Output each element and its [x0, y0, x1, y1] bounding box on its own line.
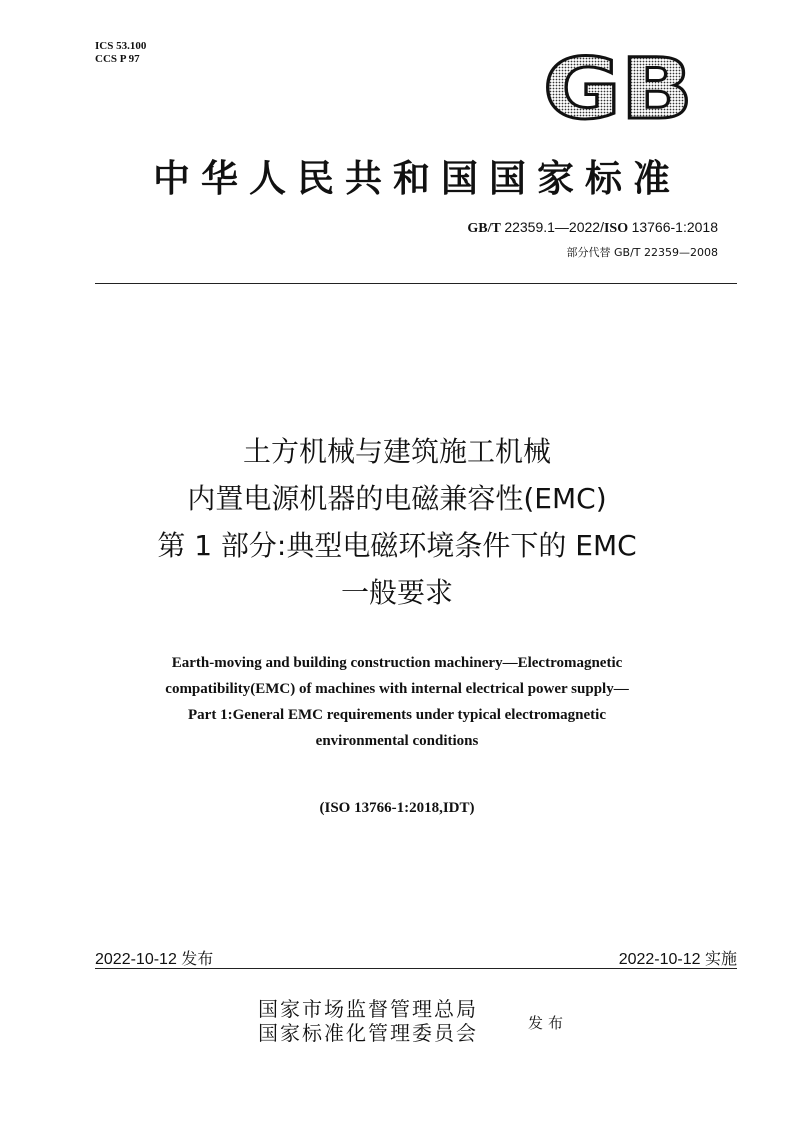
issuing-authorities: [258, 997, 478, 1045]
chinese-title-line: 第 1 部分:典型电磁环境条件下的 EMC: [157, 529, 637, 562]
implementation-date: 2022-10-12 实施: [618, 951, 737, 968]
issuer-name: 国家市场监督管理总局: [258, 997, 478, 1021]
english-title-line: environmental conditions: [315, 733, 479, 749]
english-title-line: compatibility(EMC) of machines with internal electrical power supply—: [165, 681, 629, 697]
issuer-name: 国家标准化管理委员会: [258, 1021, 478, 1045]
gbt-prefix: GB/T: [467, 221, 501, 236]
publish-label: 发布: [528, 1014, 569, 1032]
standard-title: 中华人民共和国国家标准: [153, 156, 681, 200]
footer-divider: [95, 968, 737, 969]
standard-number: [467, 219, 718, 237]
chinese-title-line: 土方机械与建筑施工机械: [242, 435, 551, 468]
iso-prefix: ISO: [603, 221, 629, 236]
gb-logo: [540, 48, 696, 126]
iso-number: 13766-1:2018: [631, 219, 718, 235]
issue-date: 2022-10-12 发布: [95, 951, 214, 968]
chinese-title-line: 一般要求: [340, 576, 453, 609]
chinese-title-line: 内置电源机器的电磁兼容性(EMC): [187, 482, 607, 515]
gbt-number: 22359.1—2022/: [504, 219, 604, 235]
classification-codes: [95, 40, 146, 66]
ics-code: ICS 53.100: [95, 40, 147, 52]
equivalence-note: (ISO 13766-1:2018,IDT): [319, 800, 475, 816]
chinese-title: [60, 428, 734, 616]
replaces-note: 部分代替 GB/T 22359—2008: [566, 246, 718, 259]
header-divider: [95, 283, 737, 284]
svg-text:GB: GB: [543, 48, 693, 126]
english-title-line: Earth-moving and building construction machinery—Electromagnetic: [171, 655, 623, 671]
english-title: [80, 650, 714, 754]
english-title-line: Part 1:General EMC requirements under typical electromagnetic: [188, 707, 606, 723]
ccs-code: CCS P 97: [95, 53, 140, 65]
